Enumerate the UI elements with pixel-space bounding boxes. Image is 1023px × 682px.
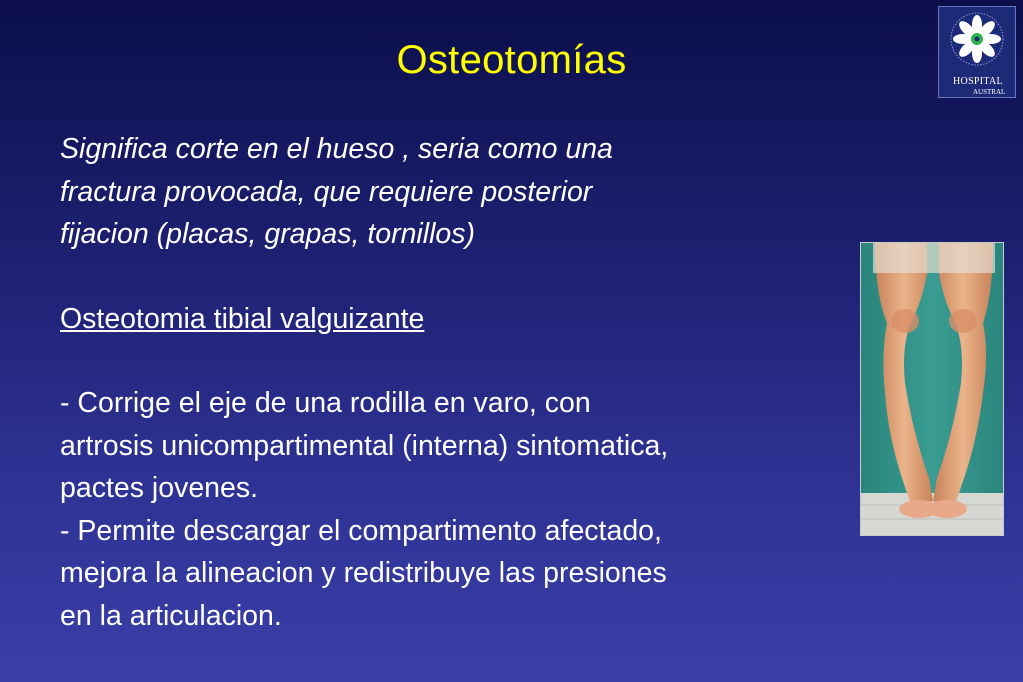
hospital-austral-logo <box>938 6 1016 98</box>
logo-sub-text: AUSTRAL <box>973 88 1006 96</box>
bullet-line: en la articulacion. <box>60 599 282 632</box>
bullet-line: - Permite descargar el compartimento afectado, <box>60 514 662 547</box>
bullet-line: mejora la alineacion y redistribuye las presiones <box>60 557 667 589</box>
bullet-line: artrosis unicompartimental (interna) sintomatica, <box>60 429 669 462</box>
bullet-line: - Corrige el eje de una rodilla en varo, con <box>60 387 591 419</box>
intro-paragraph <box>60 128 780 256</box>
bullet-line: pactes jovenes. <box>60 472 259 504</box>
logo-name-text: HOSPITAL <box>953 76 1003 87</box>
slide-title: Osteotomías <box>396 38 627 82</box>
intro-line: Significa corte en el hueso , seria como una <box>60 133 613 165</box>
slide-body <box>60 128 840 637</box>
intro-line: fijacion (placas, grapas, tornillos) <box>60 218 476 250</box>
legs-varus-photo <box>860 242 1004 536</box>
section-subtitle: Osteotomia tibial valguizante <box>60 302 425 335</box>
bullet-list <box>60 382 840 637</box>
intro-line: fractura provocada, que requiere posterior <box>60 175 593 208</box>
flower-logo-icon <box>939 7 1017 77</box>
